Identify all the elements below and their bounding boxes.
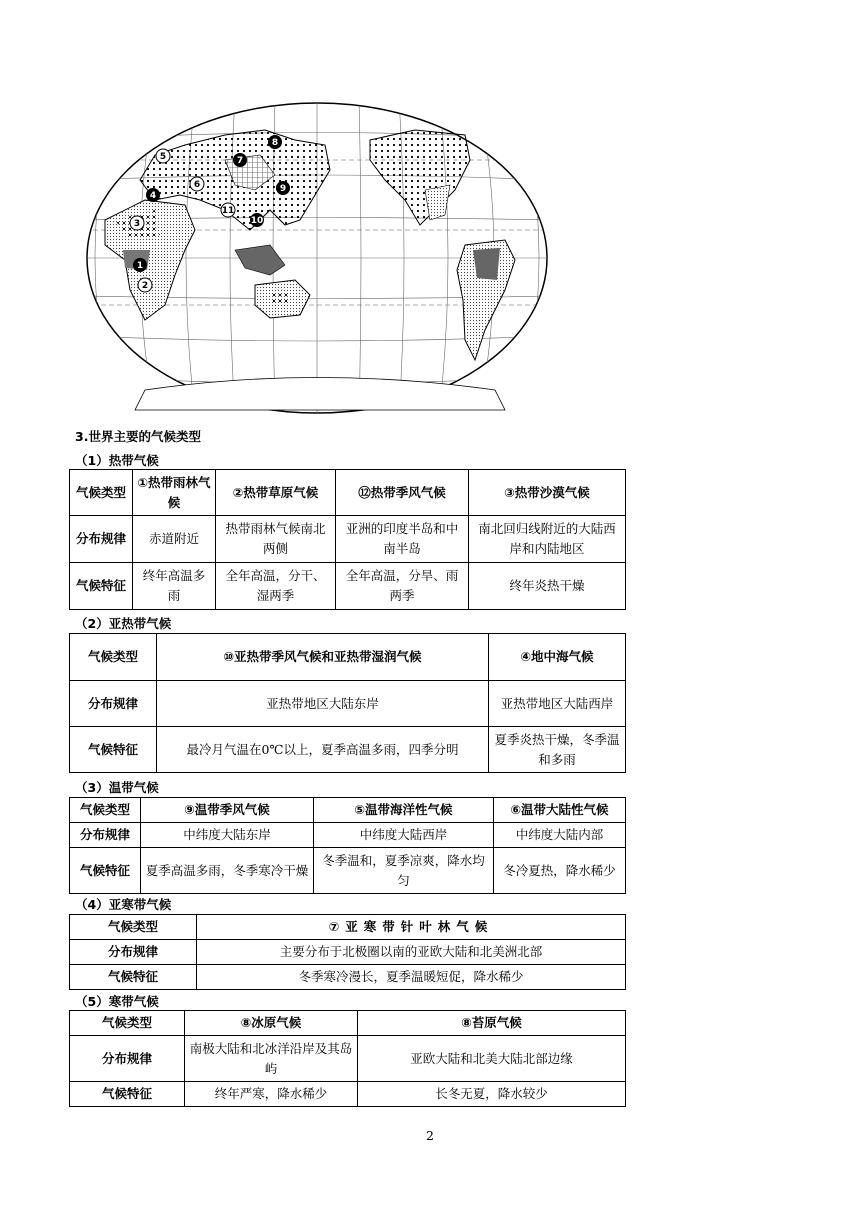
tropical-type: ②热带草原气候	[216, 470, 336, 516]
tropical-title: （1）热带气候	[75, 453, 159, 468]
svg-text:11: 11	[221, 206, 235, 216]
tropical-type: ⑫热带季风气候	[336, 470, 469, 516]
svg-text:5: 5	[159, 152, 167, 162]
subarctic-title: （4）亚寒带气候	[75, 897, 172, 912]
polar-feat: 终年严寒，降水稀少	[185, 1082, 358, 1107]
temperate-dist: 中纬度大陆东岸	[141, 823, 314, 848]
subtropical-type: ④地中海气候	[489, 634, 626, 681]
subtropical-dist: 亚热带地区大陆东岸	[157, 681, 489, 727]
row-header-feat: 气候特征	[70, 848, 141, 894]
temperate-type: ⑤温带海洋性气候	[314, 798, 494, 823]
row-header-dist: 分布规律	[70, 681, 157, 727]
polar-dist: 亚欧大陆和北美大陆北部边缘	[358, 1036, 626, 1082]
polar-feat: 长冬无夏，降水较少	[358, 1082, 626, 1107]
tropical-feat: 终年炎热干燥	[469, 563, 626, 610]
tropical-dist: 热带雨林气候南北两侧	[216, 516, 336, 563]
subtropical-feat: 夏季炎热干燥，冬季温和多雨	[489, 727, 626, 773]
row-header-dist: 分布规律	[70, 940, 197, 965]
tropical-table	[69, 469, 626, 610]
svg-text:6: 6	[193, 180, 201, 190]
temperate-feat: 夏季高温多雨，冬季寒冷干燥	[141, 848, 314, 894]
polar-type: ⑧苔原气候	[358, 1011, 626, 1036]
row-header-type: 气候类型	[70, 634, 157, 681]
section-title: 3.世界主要的气候类型	[75, 429, 201, 444]
temperate-dist: 中纬度大陆西岸	[314, 823, 494, 848]
row-header-dist: 分布规律	[70, 1036, 185, 1082]
row-header-dist: 分布规律	[70, 823, 141, 848]
svg-text:3: 3	[133, 219, 141, 229]
map-marker	[233, 153, 247, 167]
tropical-type: ①热带雨林气候	[133, 470, 216, 516]
tropical-type: ③热带沙漠气候	[469, 470, 626, 516]
tropical-dist: 亚洲的印度半岛和中南半岛	[336, 516, 469, 563]
tropical-feat: 全年高温，分旱、雨两季	[336, 563, 469, 610]
svg-text:10: 10	[250, 216, 264, 226]
row-header-feat: 气候特征	[70, 727, 157, 773]
world-climate-map	[85, 100, 550, 415]
map-marker	[156, 149, 170, 163]
subtropical-table	[69, 633, 626, 773]
subarctic-table	[69, 914, 626, 990]
subarctic-feat: 冬季寒冷漫长，夏季温暖短促，降水稀少	[197, 965, 626, 990]
map-marker	[190, 177, 204, 191]
svg-text:1: 1	[136, 261, 144, 271]
map-marker	[268, 135, 282, 149]
temperate-feat: 冬季温和，夏季凉爽，降水均匀	[314, 848, 494, 894]
subarctic-type: ⑦亚寒带针叶林气候	[197, 915, 626, 940]
row-header-type: 气候类型	[70, 798, 141, 823]
page-number: 2	[426, 1128, 434, 1143]
row-header-type: 气候类型	[70, 470, 133, 516]
temperate-feat: 冬冷夏热，降水稀少	[494, 848, 626, 894]
row-header-feat: 气候特征	[70, 1082, 185, 1107]
map-marker	[250, 213, 264, 227]
row-header-dist: 分布规律	[70, 516, 133, 563]
row-header-feat: 气候特征	[70, 965, 197, 990]
temperate-table	[69, 797, 626, 894]
svg-text:7: 7	[236, 156, 244, 166]
tropical-dist: 南北回归线附近的大陆西岸和内陆地区	[469, 516, 626, 563]
tropical-dist: 赤道附近	[133, 516, 216, 563]
map-marker	[276, 181, 290, 195]
svg-text:2: 2	[141, 281, 149, 291]
subarctic-dist: 主要分布于北极圈以南的亚欧大陆和北美洲北部	[197, 940, 626, 965]
row-header-feat: 气候特征	[70, 563, 133, 610]
temperate-type: ⑨温带季风气候	[141, 798, 314, 823]
map-marker	[133, 258, 147, 272]
map-marker	[146, 188, 160, 202]
map-marker	[138, 278, 152, 292]
temperate-type: ⑥温带大陆性气候	[494, 798, 626, 823]
polar-dist: 南极大陆和北冰洋沿岸及其岛屿	[185, 1036, 358, 1082]
map-marker	[221, 203, 235, 217]
subtropical-dist: 亚热带地区大陆西岸	[489, 681, 626, 727]
temperate-title: （3）温带气候	[75, 780, 159, 795]
svg-text:9: 9	[279, 184, 287, 194]
polar-table	[69, 1010, 626, 1107]
tropical-feat: 终年高温多雨	[133, 563, 216, 610]
row-header-type: 气候类型	[70, 1011, 185, 1036]
polar-type: ⑧冰原气候	[185, 1011, 358, 1036]
polar-title: （5）寒带气候	[75, 994, 159, 1009]
tropical-feat: 全年高温，分干、湿两季	[216, 563, 336, 610]
svg-text:4: 4	[149, 191, 157, 201]
temperate-dist: 中纬度大陆内部	[494, 823, 626, 848]
subtropical-title: （2）亚热带气候	[75, 616, 172, 631]
row-header-type: 气候类型	[70, 915, 197, 940]
subtropical-type: ⑩亚热带季风气候和亚热带湿润气候	[157, 634, 489, 681]
svg-text:8: 8	[271, 138, 279, 148]
map-marker	[130, 216, 144, 230]
subtropical-feat: 最冷月气温在0℃以上，夏季高温多雨，四季分明	[157, 727, 489, 773]
